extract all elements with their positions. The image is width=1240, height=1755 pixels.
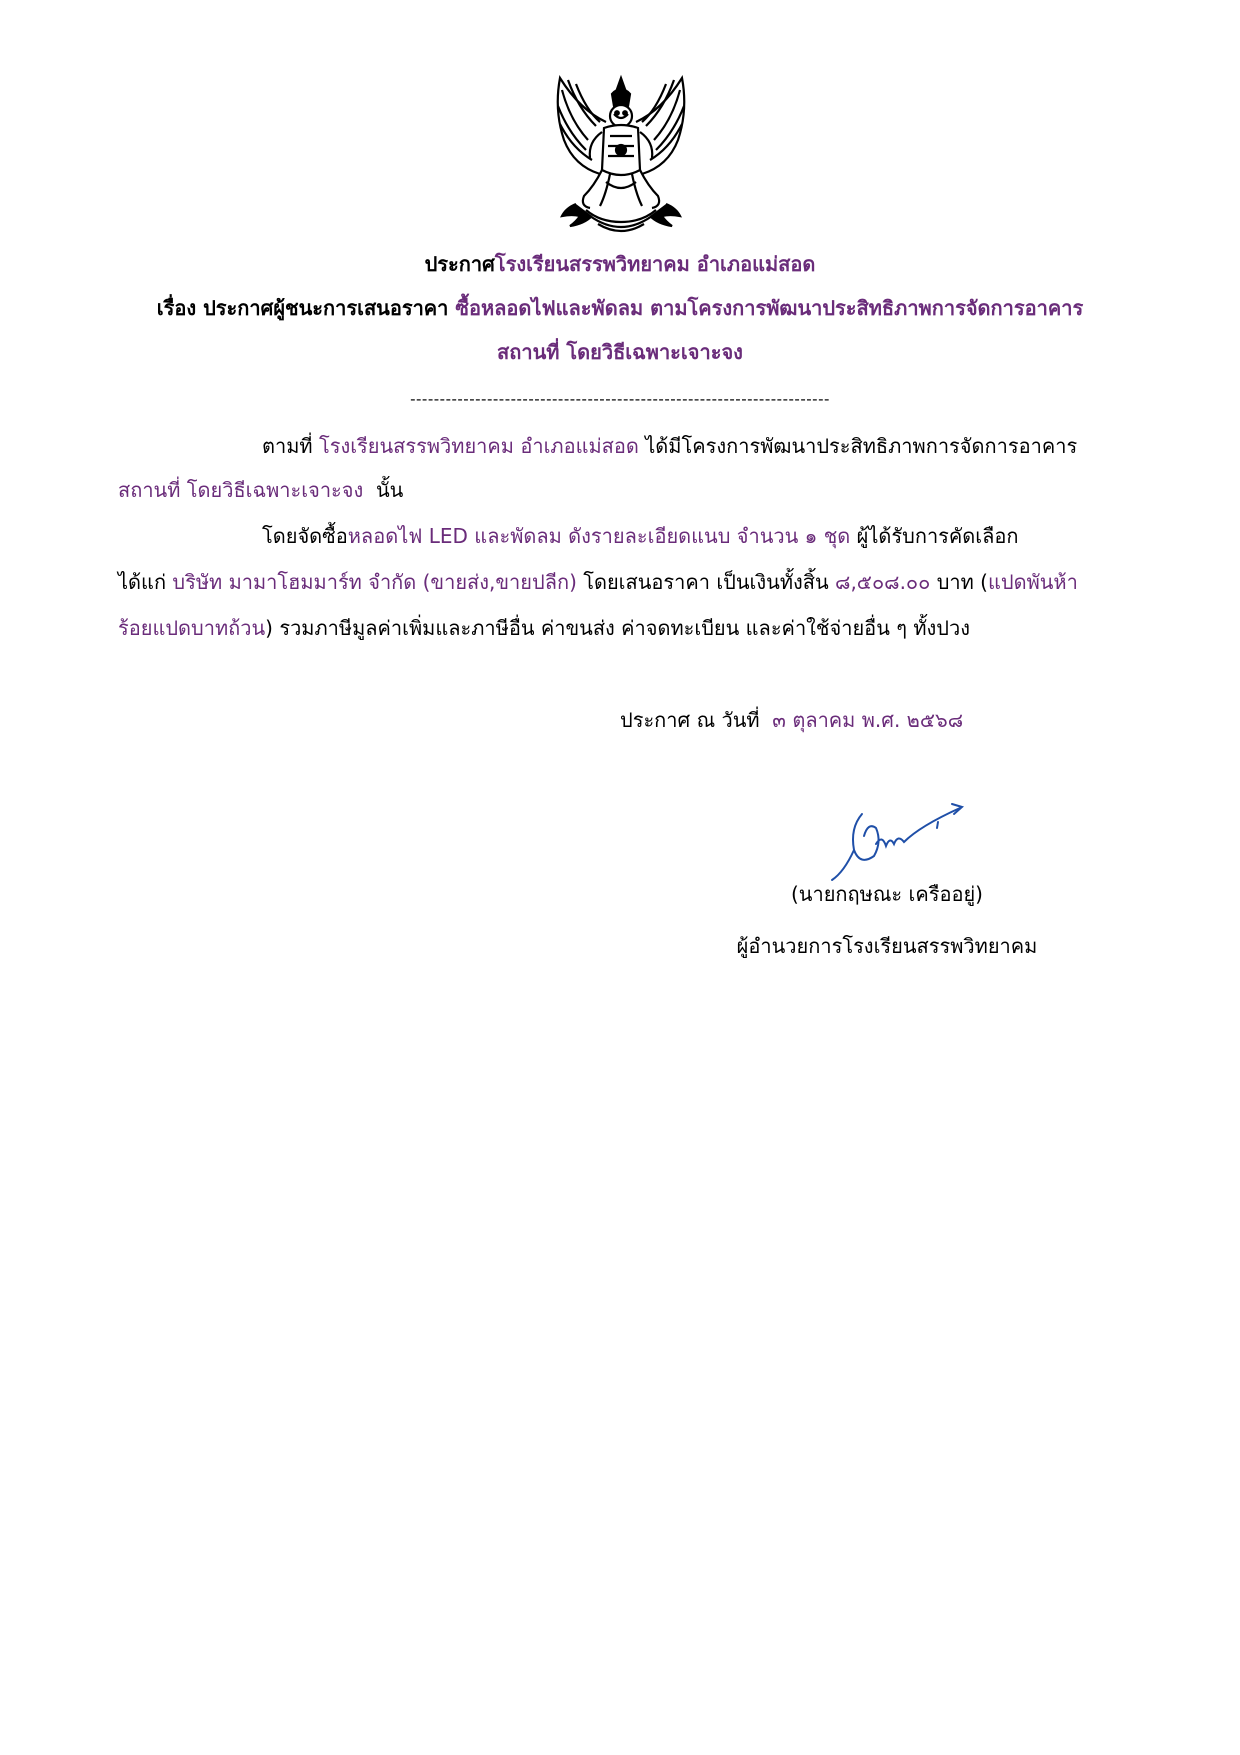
body-text: ได้แก่ <box>118 570 167 594</box>
method-text: สถานที่ โดยวิธีเฉพาะเจาะจง <box>118 478 364 502</box>
title-line <box>0 250 1240 278</box>
paragraph-1-line-1 <box>262 432 1077 460</box>
body-text: ตามที่ <box>262 434 313 458</box>
paragraph-2-line-1 <box>262 522 1019 550</box>
paragraph-2-line-2 <box>118 568 1078 596</box>
body-text: ผู้ได้รับการคัดเลือก <box>856 524 1019 548</box>
school-name: โรงเรียนสรรพวิทยาคม อำเภอแม่สอด <box>318 434 639 458</box>
title-school: โรงเรียนสรรพวิทยาคม อำเภอแม่สอด <box>494 252 816 276</box>
subject-line <box>0 294 1240 322</box>
subject-text: ซื้อหลอดไฟและพัดลม ตามโครงการพัฒนาประสิทธิภาพการจัดการอาคาร <box>455 296 1084 320</box>
price-words-continued: ร้อยแปดบาทถ้วน <box>118 616 266 640</box>
announce-date-line <box>620 706 963 734</box>
announce-date: ๓ ตุลาคม พ.ศ. ๒๕๖๘ <box>772 708 964 732</box>
signatory-name: (นายกฤษณะ เครืออยู่) <box>791 882 983 906</box>
handwritten-signature <box>820 792 970 892</box>
body-text: ได้มีโครงการพัฒนาประสิทธิภาพการจัดการอาคาร <box>645 434 1078 458</box>
price-amount: ๘,๕๐๘.๐๐ <box>835 570 931 594</box>
signatory-position: ผู้อำนวยการโรงเรียนสรรพวิทยาคม <box>736 934 1038 958</box>
title-prefix: ประกาศ <box>424 252 495 276</box>
body-text: บาท ( <box>936 570 988 594</box>
announce-label: ประกาศ ณ วันที่ <box>620 708 760 732</box>
body-text: โดยเสนอราคา เป็นเงินทั้งสิ้น <box>583 570 829 594</box>
paragraph-1-line-2 <box>118 476 403 504</box>
body-text: ) รวมภาษีมูลค่าเพิ่มและภาษีอื่น ค่าขนส่ง ค่าจดทะเบียน และค่าใช้จ่ายอื่น ๆ ทั้งปวง <box>265 616 970 640</box>
winner-company: บริษัท มามาโฮมมาร์ท จำกัด (ขายส่ง,ขายปลีก) <box>172 570 577 594</box>
price-words: แปดพันห้า <box>988 570 1078 594</box>
body-text: โดยจัดซื้อ <box>262 524 348 548</box>
subject-label: เรื่อง ประกาศผู้ชนะการเสนอราคา <box>156 296 449 320</box>
item-description: หลอดไฟ LED และพัดลม ดังรายละเอียดแนบ จำนวน ๑ ชุด <box>347 524 851 548</box>
garuda-emblem-icon <box>540 70 702 242</box>
paragraph-2-line-3 <box>118 614 970 642</box>
divider: ----------------------------------------------------------------------- <box>410 390 830 408</box>
subject-text-continued: สถานที่ โดยวิธีเฉพาะเจาะจง <box>497 340 743 364</box>
body-text: นั้น <box>376 478 404 502</box>
